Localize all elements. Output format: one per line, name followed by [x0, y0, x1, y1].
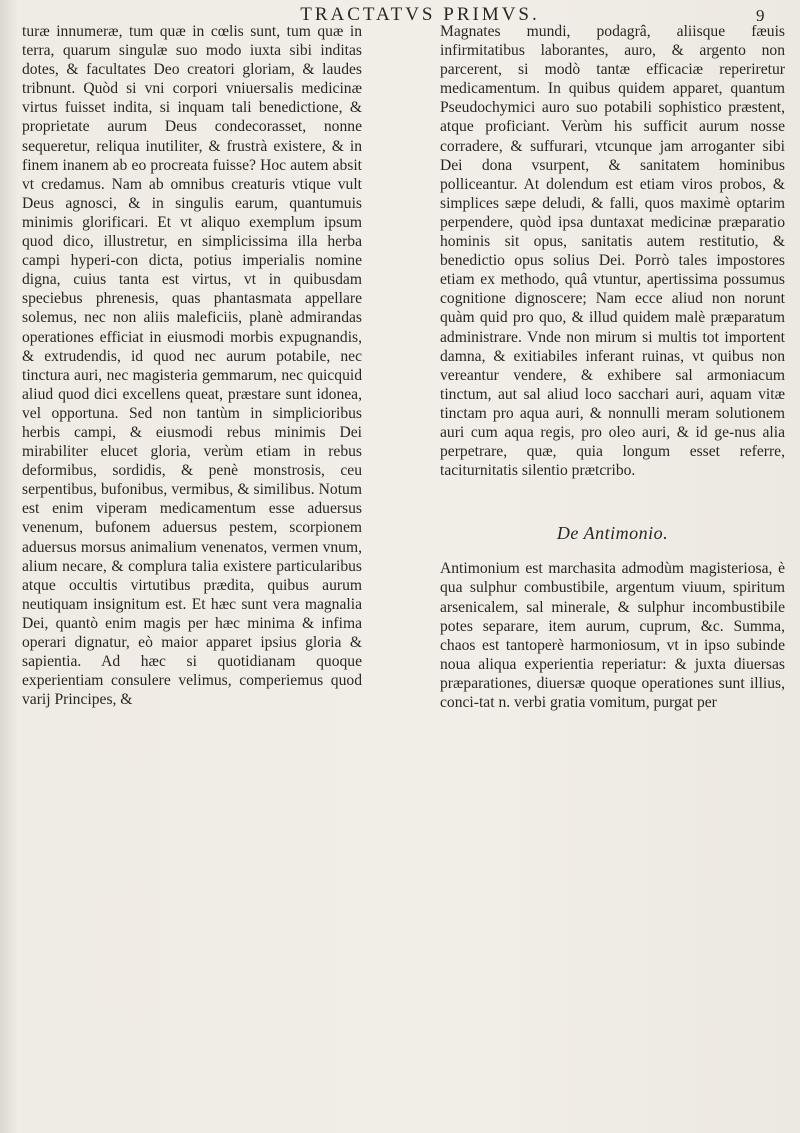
section-heading: De Antimonio.	[556, 523, 669, 544]
section-text: Antimonium est marchasita admodùm magisteriosa, è qua sulphur combustibile, argentum viuum, spiritum arsenicalem, sal minerale, & sulphur incombustibile potes separare, item aurum, cuprum, &c. Summa, chaos est tantoperè harmoniosum, vt in ipso subinde noua aliqua experientia reperiatur: & juxta diuersas præparationes, diuersæ quoque operationes sunt illius, conci-tat n. verbi gratia vomitum, purgat per	[440, 560, 785, 711]
left-column-text: turæ innumeræ, tum quæ in cœlis sunt, tum quæ in terra, quarum singulæ suo modo iuxta sibi inditas dotes, & facultates Deo creatori gloriam, & laudes tribnunt. Quòd si vni corpori vniuersalis medicinæ virtus fuisset indita, si inquam tali benedictione, & proprietate aurum Deus condecorasset, nonne sequeretur, reliqua inutiliter, & frustrà existere, & in finem inanem ab eo procreata fuisse? Hoc autem absit vt credamus. Nam ab omnibus creaturis vtique vult Deus agnosci, & in singulis earum, quantumuis minimis glorificari. Et vt aliquo exemplum ipsum quod dico, illustretur, en simplicissima illa herba campi hyperi-con dicta, potius imperialis nomine digna, cuius tanta est virtus, vt in quibusdam speciebus phrenesis, quas phantasmata appellare solemus, nec non aliis maleficiis, planè admirandas operationes efficiat in eiusmodi morbis expugnandis, & extrudendis, id quod nec aurum potabile, nec tinctura auri, nec magisteria gemmarum, nec quicquid aliud quod dici excellens queat, præstare sunt idonea, vel opportuna. Sed non tantùm in simplicioribus herbis campi, & eiusmodi rebus minimis Dei mirabiliter elucet gloria, verùm etiam in rebus deformibus, sordidis, & penè monstrosis, ceu serpentibus, bufonibus, vermibus, & similibus. Notum est enim viperam medicamentum esse aduersus venenum, bufonem aduersus pestem, scorpionem aduersus morsus animalium venenatos, vermen vnum, alium necare, & complura talia existere particularibus atque occultis virtutibus prædita, quibus aurum neutiquam insignitum est. Et hæc sunt vera magnalia Dei, quantò enim magis per hæc minima & infima operari dignatur, eò maior apparet ipsius gloria & sapientia. Ad hæc si quotidianam quoque experientiam consulere velimus, comperiemus quod varij Principes, &	[22, 23, 362, 709]
page-number: 9	[756, 6, 765, 25]
right-column	[440, 22, 785, 712]
right-column-text: Magnates mundi, podagrâ, aliisque fæuis infirmitatibus laborantes, auro, & argento non parcerent, si modò tantæ efficaciæ reperiretur medicamentum. In quibus quidem apparet, quantum Pseudochymici auro suo potabili sophistico præstent, atque proficiant. Verùm his sufficit aurum nosse corradere, & suffurari, vtcunque jam arroganter sibi Dei dona vsurpent, & sanitatem hominibus polliceantur. At dolendum est etiam viros probos, & simplices sæpe deludi, & falli, quos maximè optarim perpendere, quòd ipsa duntaxat medicinæ præparatio hominis sit opus, sanitatis autem restitutio, & benedictio opus solius Dei. Porrò tales impostores etiam ex methodo, quâ vtuntur, apertissima possumus cognitione dignoscere; Nam ecce aliud non norunt quàm quid pro quo, & illud quidem malè præparatum administrare. Vnde non mirum si multis tot importent damna, & exitiabiles inferant ruinas, vt quibus non vereantur vendere, & exhibere sal armoniacum tinctum, aut sal aliud loco sacchari auri, aquam vitæ tinctam pro aqua auri, & nonnulli meram solutionem auri cum aqua regis, pro oleo auri, & id ge-nus alia perpetrare, quæ, quia longum esset referre, taciturnitatis silentio prætcribo.	[440, 23, 785, 480]
running-title: TRACTATVS PRIMVS.	[300, 4, 540, 25]
left-column	[22, 22, 362, 709]
